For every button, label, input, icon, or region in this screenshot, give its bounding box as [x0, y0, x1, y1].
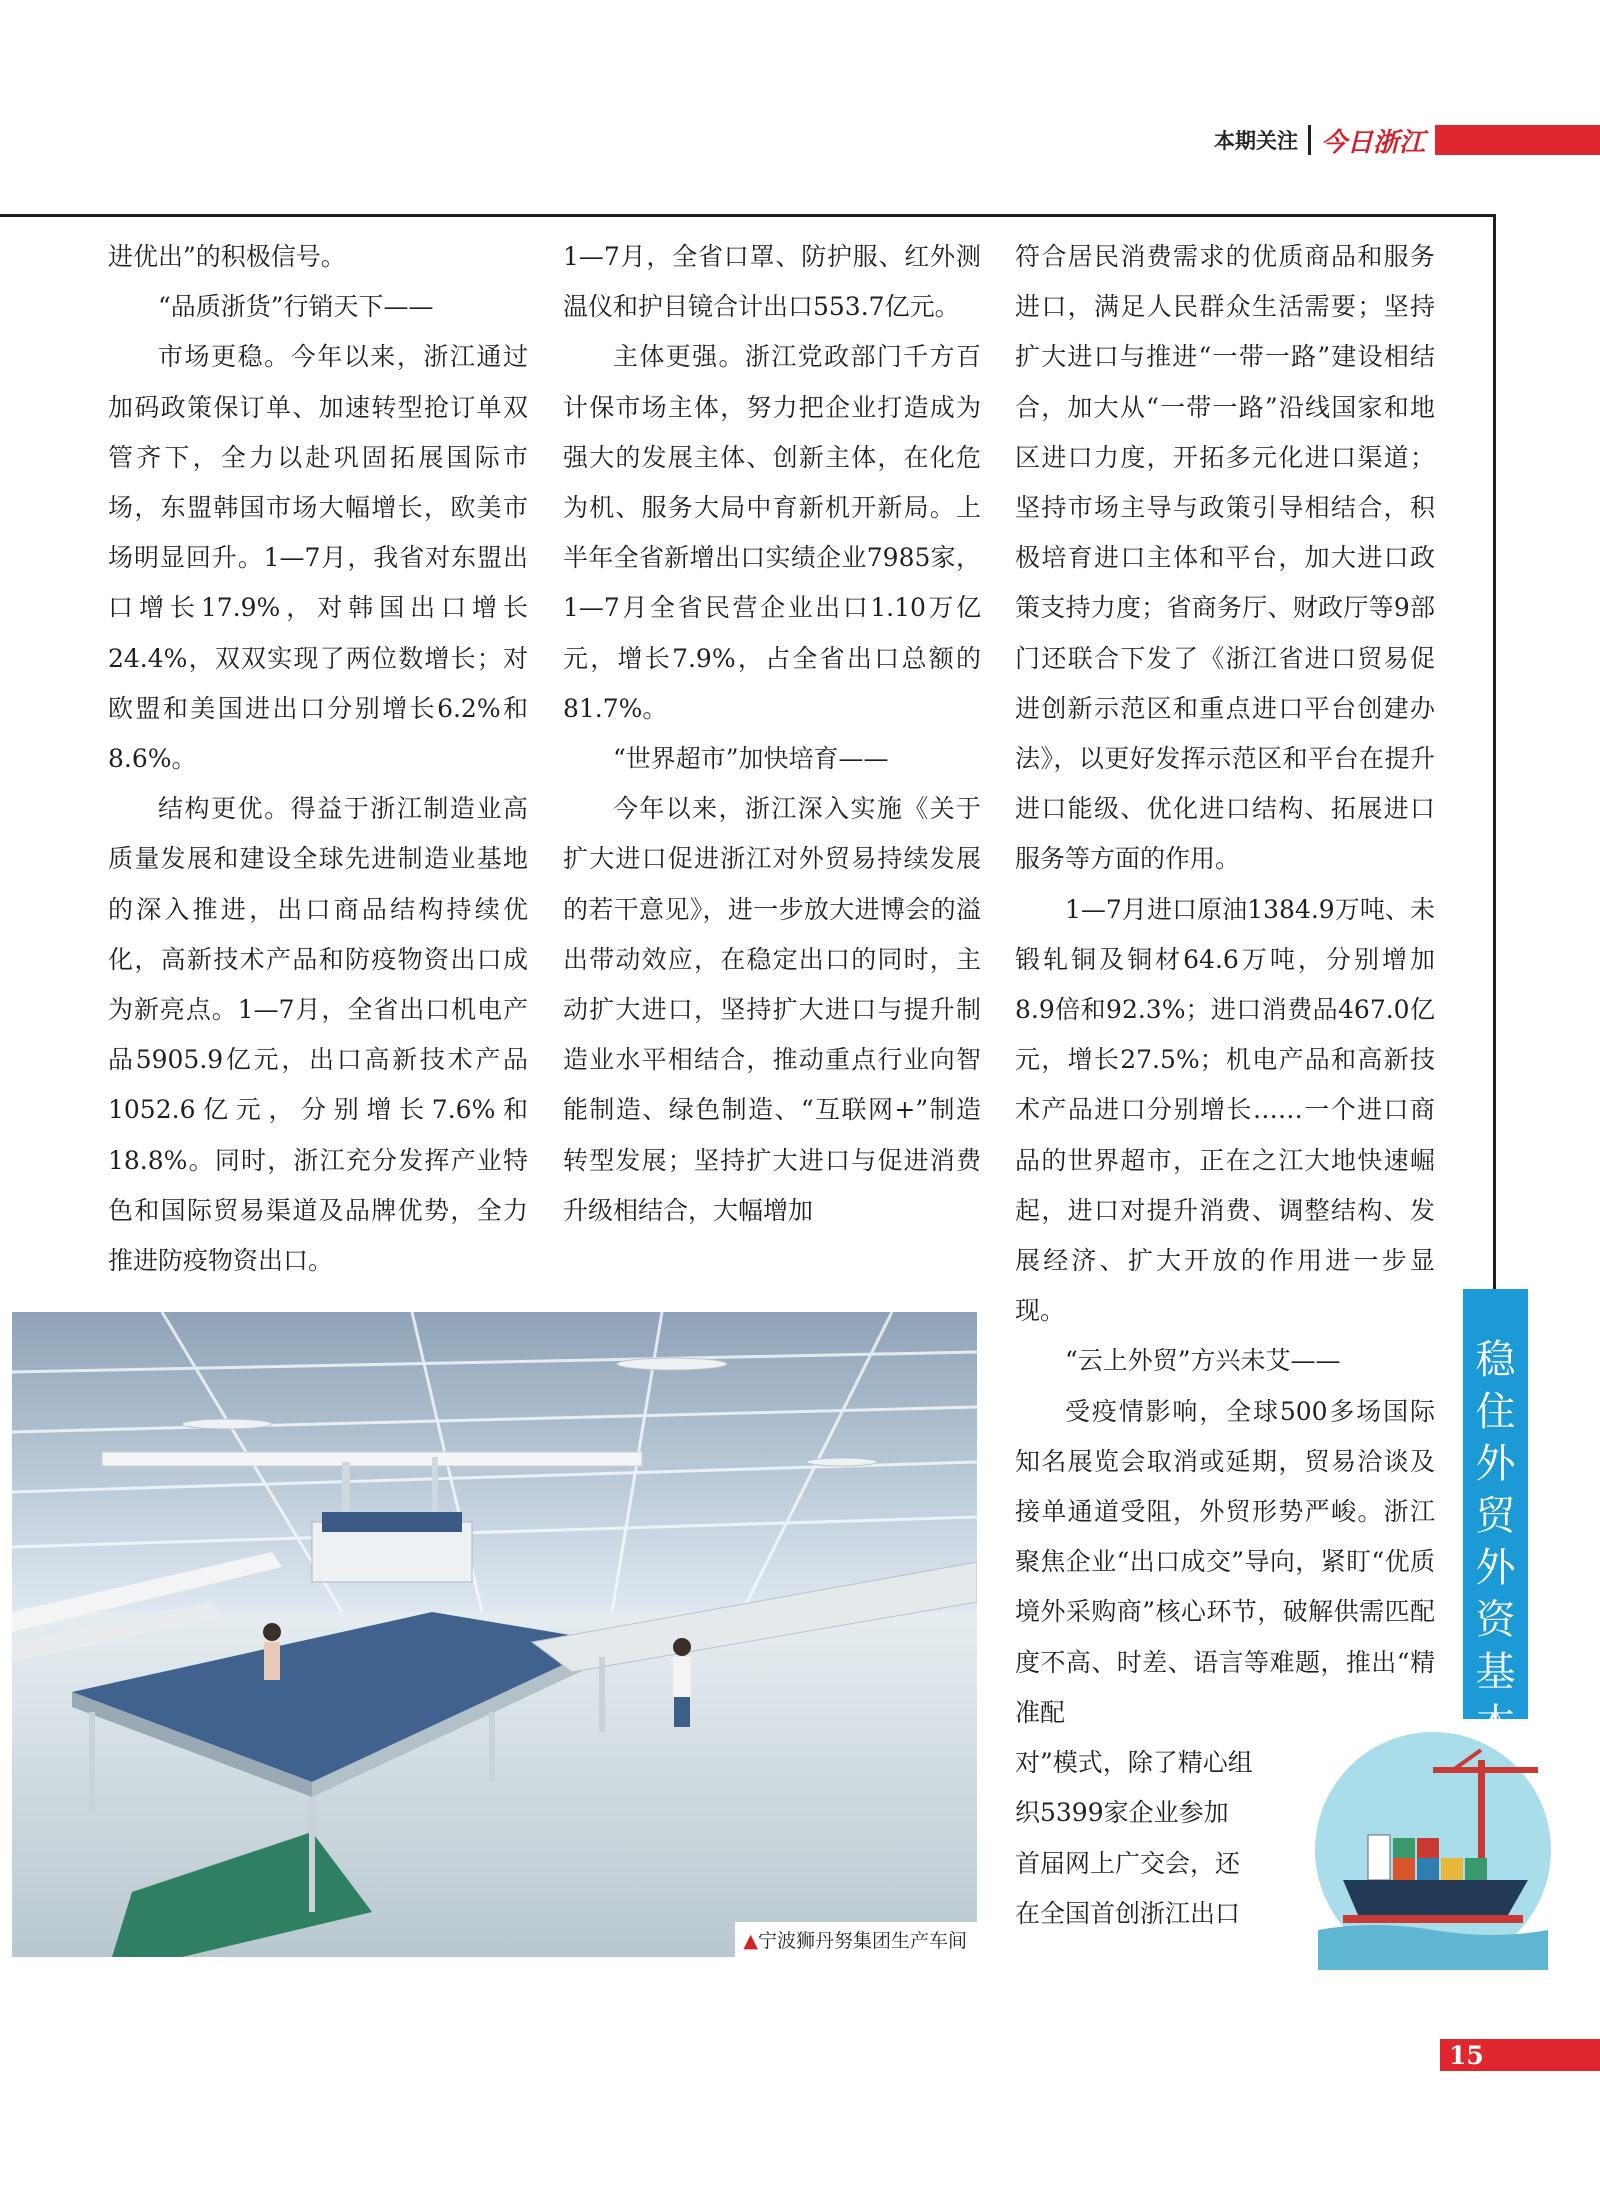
- factory-illustration: [12, 1312, 977, 1957]
- header-accent-bar: [1435, 125, 1600, 155]
- subheading: “世界超市”加快培育——: [613, 744, 889, 774]
- wrapped-line: 对”模式，除了精心组: [1015, 1748, 1253, 1778]
- banner-char: 稳: [1475, 1337, 1516, 1383]
- paragraph: 符合居民消费需求的优质商品和服务进口，满足人民群众生活需要；坚持扩大进口与推进“一带一路”建设相结合，加大从“一带一路”沿线国家和地区进口力度，开拓多元化进口渠道；坚持市场主导与政策引导相结合，积极培育进口主体和平台，加大进口政策支持力度；省商务厅、财政厅等9部门还联合下发了《浙江省进口贸易促进创新示范区和重点进口平台创建办法》，以更好发挥示范区和平台在提升进口能级、优化进口结构、拓展进口服务等方面的作用。: [1015, 242, 1435, 874]
- subheading: “品质浙货”行销天下——: [158, 292, 434, 322]
- wrapped-line: 在全国首创浙江出口: [1015, 1898, 1241, 1928]
- banner-char: 住: [1475, 1389, 1516, 1435]
- caption-text: 宁波狮丹努集团生产车间: [757, 1930, 967, 1952]
- caption-marker: ▲: [743, 1930, 758, 1952]
- banner-char: 本: [1475, 1701, 1516, 1747]
- frame-top-rule: [0, 214, 1496, 217]
- page-header: [1213, 125, 1600, 158]
- banner-char: 外: [1475, 1441, 1516, 1487]
- paragraph: 受疫情影响，全球500多场国际知名展览会取消或延期，贸易洽谈及接单通道受阻，外贸形势严峻。浙江聚焦企业“出口成交”导向，紧盯“优质境外采购商”核心环节，破解供需匹配度不高、时差、语言等难题，推出“精准配: [1015, 1396, 1435, 1727]
- paragraph: 结构更优。得益于浙江制造业高质量发展和建设全球先进制造业基地的深入推进，出口商品结构持续优化，高新技术产品和防疫物资出口成为新亮点。1—7月，全省出口机电产品5905.9亿元，出口高新技术产品1052.6亿元，分别增长7.6%和18.8%。同时，浙江充分发挥产业特色和国际贸易渠道及品牌优势，全力推进防疫物资出口。: [108, 794, 528, 1276]
- banner-char: 基: [1475, 1649, 1516, 1695]
- wrapped-line: 织5399家企业参加: [1015, 1798, 1229, 1828]
- vertical-title-banner: [1463, 1289, 1528, 1747]
- article-column-2: [563, 232, 981, 1236]
- header-divider: [1308, 125, 1311, 155]
- wrapped-line: 首届网上广交会，还: [1015, 1848, 1241, 1878]
- photo-caption: [735, 1922, 977, 1957]
- article-column-3: [1015, 232, 1435, 1939]
- paragraph: 1—7月进口原油1384.9万吨、未锻轧铜及铜材64.6万吨，分别增加8.9倍和92.3%；进口消费品467.0亿元，增长27.5%；机电产品和高新技术产品进口分别增长……一个进口商品的世界超市，正在之江大地快速崛起，进口对提升消费、调整结构、发展经济、扩大开放的作用进一步显现。: [1015, 894, 1435, 1326]
- page-number: 15: [1449, 2041, 1484, 2070]
- paragraph: 市场更稳。今年以来，浙江通过加码政策保订单、加速转型抢订单双管齐下，全力以赴巩固拓展国际市场，东盟韩国市场大幅增长，欧美市场明显回升。1—7月，我省对东盟出口增长17.9%，对韩国出口增长24.4%，双双实现了两位数增长；对欧盟和美国进出口分别增长6.2%和8.6%。: [108, 342, 528, 774]
- article-column-1: [108, 232, 528, 1286]
- paragraph: 1—7月，全省口罩、防护服、红外测温仪和护目镜合计出口553.7亿元。: [563, 242, 981, 322]
- frame-right-rule: [1493, 214, 1496, 1289]
- cargo-ship-icon: [1313, 1730, 1553, 1970]
- magazine-logo: 今日浙江: [1320, 127, 1425, 158]
- banner-char: 外: [1475, 1545, 1516, 1591]
- banner-char: 资: [1475, 1597, 1516, 1643]
- banner-char: 贸: [1475, 1493, 1516, 1539]
- factory-photo: [12, 1312, 977, 1957]
- section-label: 本期关注: [1213, 129, 1298, 153]
- paragraph: 进优出”的积极信号。: [108, 242, 346, 271]
- paragraph: 今年以来，浙江深入实施《关于扩大进口促进浙江对外贸易持续发展的若干意见》，进一步放大进博会的溢出带动效应，在稳定出口的同时，主动扩大进口，坚持扩大进口与提升制造业水平相结合，推动重点行业向智能制造、绿色制造、“互联网+”制造转型发展；坚持扩大进口与促进消费升级相结合，大幅增加: [563, 794, 981, 1225]
- subheading: “云上外贸”方兴未艾——: [1065, 1346, 1341, 1376]
- paragraph: 主体更强。浙江党政部门千方百计保市场主体，努力把企业打造成为强大的发展主体、创新主体，在化危为机、服务大局中育新机开新局。上半年全省新增出口实绩企业7985家，1—7月全省民营企业出口1.10万亿元，增长7.9%，占全省出口总额的81.7%。: [563, 342, 981, 723]
